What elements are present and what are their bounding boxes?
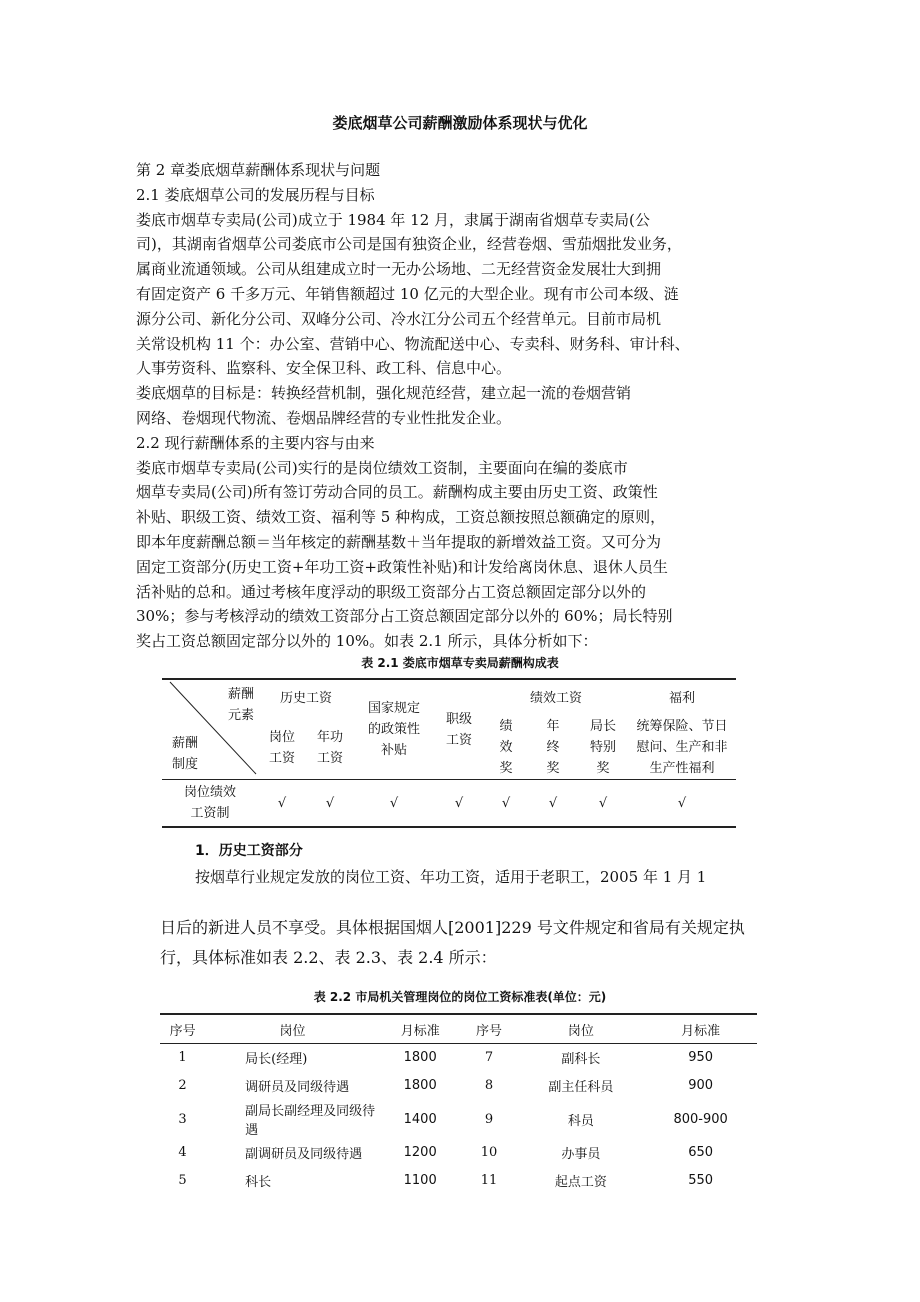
- table-cell: 800-900: [673, 1111, 728, 1127]
- header-welfare: 福利: [628, 679, 736, 716]
- header-rank-wage: 职级 工资: [434, 679, 484, 780]
- table-cell: 11: [480, 1172, 498, 1188]
- section-heading-historical-wage: 1．历史工资部分: [195, 843, 303, 859]
- table-cell: 办事员: [561, 1147, 601, 1163]
- text-line: 第 2 章娄底烟草薪酬体系现状与问题: [136, 161, 381, 179]
- table-row: [160, 1044, 757, 1072]
- table-cell: 550: [688, 1172, 714, 1188]
- post-wage-standard-table: [160, 1013, 757, 1194]
- header-yearend-bonus: 年 终 奖: [528, 716, 578, 780]
- table-cell: 950: [688, 1050, 714, 1066]
- table-cell: 4: [178, 1145, 187, 1161]
- document-title: 娄底烟草公司薪酬激励体系现状与优化: [332, 114, 588, 132]
- header-post-wage: 岗位 工资: [258, 716, 306, 780]
- header-performance-wage: 绩效工资: [484, 679, 628, 716]
- text-line: 网络、卷烟现代物流、卷烟品牌经营的专业性批发企业。: [136, 408, 512, 427]
- table2-header-cell: 序号: [461, 1014, 518, 1044]
- table-cell: 1800: [403, 1077, 437, 1093]
- corner-header-cell: [162, 679, 258, 780]
- table-cell: 1: [178, 1050, 187, 1066]
- text-line: 奖占工资总额固定部分以外的 10%。如表 2.1 所示，具体分析如下：: [136, 632, 598, 651]
- table-cell: 1100: [403, 1172, 437, 1188]
- text-line: 补贴、职级工资、绩效工资、福利等 5 种构成，工资总额按照总额确定的原则，: [136, 508, 666, 527]
- table1-caption: 表 2.1 娄底市烟草专卖局薪酬构成表: [361, 656, 559, 670]
- header-historical-wage: 历史工资: [258, 679, 354, 716]
- table-cell: 900: [688, 1077, 714, 1093]
- check-mark: √: [578, 780, 628, 828]
- check-mark: √: [354, 780, 434, 828]
- table-cell: 1800: [403, 1050, 437, 1066]
- header-seniority-wage: 年功 工资: [306, 716, 354, 780]
- table2-header-cell: 岗位: [517, 1014, 644, 1044]
- paragraph-line: 日后的新进人员不享受。具体根据国烟人[2001]229 号文件规定和省局有关规定执: [160, 918, 745, 937]
- table-row: [160, 1139, 757, 1167]
- table-cell: 2: [178, 1077, 187, 1093]
- header-welfare-detail: 统筹保险、节日 慰问、生产和非 生产性福利: [628, 716, 736, 780]
- corner-top-2: 元素: [227, 708, 254, 723]
- text-line: 源分公司、新化分公司、双峰分公司、冷水江分公司五个经营单元。目前市局机: [136, 309, 662, 328]
- table-cell: 9: [484, 1111, 494, 1127]
- text-line: 司)，其湖南省烟草公司娄底市公司是国有独资企业，经营卷烟、雪茄烟批发业务，: [136, 235, 682, 254]
- corner-bottom-1: 薪酬: [172, 736, 199, 751]
- table-cell: 副调研员及同级待遇: [245, 1147, 363, 1163]
- table-cell: 调研员及同级待遇: [245, 1079, 350, 1095]
- table-row: [160, 1099, 757, 1139]
- text-line: 固定工资部分(历史工资+年功工资+政策性补贴)和计发给离岗休息、退休人员生: [136, 557, 668, 576]
- text-line: 30%；参与考核浮动的绩效工资部分占工资总额固定部分以外的 60%；局长特别: [136, 607, 673, 626]
- text-line: 烟草专卖局(公司)所有签订劳动合同的员工。薪酬构成主要由历史工资、政策性: [136, 483, 658, 502]
- text-line: 关常设机构 11 个：办公室、营销中心、物流配送中心、专卖科、财务科、审计科、: [136, 334, 690, 353]
- table2-header-cell: 岗位: [205, 1014, 380, 1044]
- paragraph-line: 按烟草行业规定发放的岗位工资、年功工资，适用于老职工，2005 年 1 月 1: [195, 868, 707, 886]
- table2-header-cell: 序号: [160, 1014, 205, 1044]
- text-line: 娄底烟草的目标是：转换经营机制，强化规范经营，建立起一流的卷烟营销: [136, 384, 632, 403]
- table2-header-cell: 月标准: [380, 1014, 461, 1044]
- body-text: [136, 158, 756, 654]
- table-row: [160, 1167, 757, 1195]
- text-line: 属商业流通领域。公司从组建成立时一无办公场地、二无经营资金发展壮大到拥: [136, 260, 662, 279]
- check-mark: √: [258, 780, 306, 828]
- text-line: 活补贴的总和。通过考核年度浮动的职级工资部分占工资总额固定部分以外的: [136, 582, 647, 601]
- table-cell: 副局长副经理及同级待遇: [245, 1104, 376, 1138]
- text-line: 2.2 现行薪酬体系的主要内容与由来: [136, 433, 375, 452]
- table-cell: 科长: [245, 1174, 272, 1190]
- check-mark: √: [306, 780, 354, 828]
- text-line: 娄底市烟草专卖局(公司)成立于 1984 年 12 月，隶属于湖南省烟草专卖局(公: [136, 210, 650, 229]
- text-line: 即本年度薪酬总额＝当年核定的薪酬基数＋当年提取的新增效益工资。又可分为: [136, 532, 662, 551]
- table-cell: 局长(经理): [245, 1052, 308, 1068]
- check-mark: √: [484, 780, 528, 828]
- table-cell: 3: [178, 1111, 187, 1127]
- header-director-bonus: 局长 特别 奖: [578, 716, 628, 780]
- table-cell: 科员: [567, 1113, 594, 1129]
- text-line: 人事劳资科、监察科、安全保卫科、政工科、信息中心。: [136, 359, 512, 378]
- table-cell: 7: [484, 1050, 494, 1066]
- table-cell: 1200: [403, 1145, 437, 1161]
- table-cell: 1400: [403, 1111, 437, 1127]
- text-line: 娄底市烟草专卖局(公司)实行的是岗位绩效工资制，主要面向在编的娄底市: [136, 458, 628, 477]
- check-mark: √: [434, 780, 484, 828]
- corner-bottom-2: 制度: [172, 757, 199, 772]
- table-cell: 8: [484, 1077, 494, 1093]
- check-mark: √: [628, 780, 736, 828]
- table-row: [160, 1072, 757, 1100]
- header-performance-bonus: 绩 效 奖: [484, 716, 528, 780]
- corner-top-1: 薪酬: [227, 687, 254, 702]
- header-policy-subsidy: 国家规定 的政策性 补贴: [354, 679, 434, 780]
- table-cell: 5: [178, 1172, 187, 1188]
- row-label-post-performance: 岗位绩效 工资制: [162, 780, 258, 828]
- table-cell: 10: [480, 1145, 498, 1161]
- table-cell: 副科长: [561, 1052, 601, 1068]
- table-cell: 650: [688, 1145, 714, 1161]
- salary-composition-table: [162, 678, 736, 828]
- table2-caption: 表 2.2 市局机关管理岗位的岗位工资标准表(单位：元): [313, 990, 607, 1004]
- check-mark: √: [528, 780, 578, 828]
- table2-header-cell: 月标准: [644, 1014, 757, 1044]
- text-line: 有固定资产 6 千多万元、年销售额超过 10 亿元的大型企业。现有市公司本级、涟: [136, 284, 679, 303]
- table-cell: 起点工资: [554, 1174, 607, 1190]
- table-cell: 副主任科员: [548, 1079, 614, 1095]
- paragraph-line: 行，具体标准如表 2.2、表 2.3、表 2.4 所示：: [160, 948, 497, 967]
- text-line: 2.1 娄底烟草公司的发展历程与目标: [136, 185, 375, 204]
